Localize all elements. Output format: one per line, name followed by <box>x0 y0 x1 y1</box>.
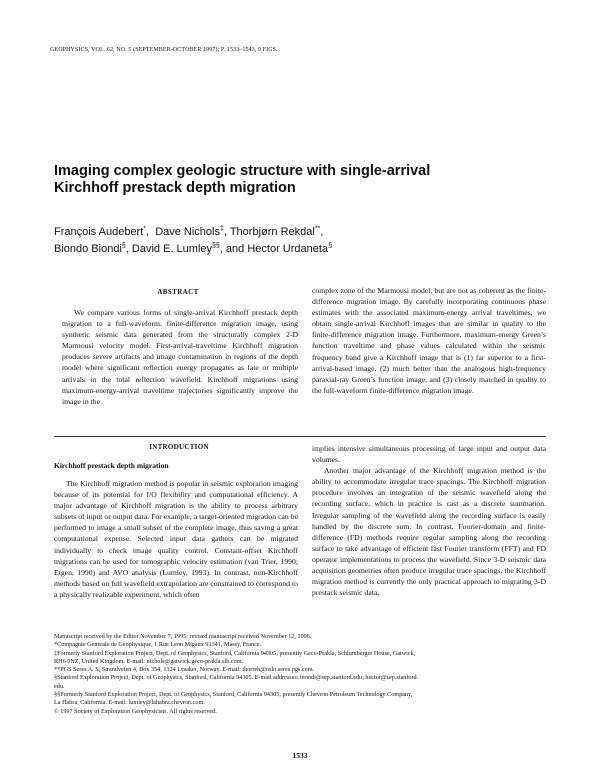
page-number: 1533 <box>292 751 308 760</box>
authors-line-2: Biondo Biondi§, David E. Lumley§§, and Hector Urdaneta§ <box>54 242 332 255</box>
footnote: edu. <box>54 682 65 690</box>
abstract-text-left: We compare various forms of single-arrival Kirchhoff prestack depth migration to a full-waveform, finite-difference migration image, using synthetic seismic data generated from the structurally complex 2-D Marmousi velocity model. First-arrival-traveltime Kirchhoff migration produces severe artifacts and image contamination in regions of the depth model where significant reflection energy propagates as late or multiple arrivals in the total reflection wavefield. Kirchhoff migrations using maximum-energy-arrival traveltime trajectories significantly improve the image in the <box>62 308 298 406</box>
intro-text-left: The Kirchhoff migration method is popular in seismic exploration imaging because of its potential for I/O flexibility and computational efficiency. A major advantage of Kirchhoff migration is the ability to process arbitrary subsets of input or output data. For example, a target-oriented migration can be performed to image a small subset of the complete image, thus saving a great computational expense. Selected input data gathers can be migrated individually to check image quality control. Constant-offset Kirchhoff migrations can be used for tomographic velocity estimation (van Trier, 1990; Etgen, 1990) and AVO analysis (Lumley, 1993). In contrast, non-Kirchhoff methods based on full wavefield extrapolation are constrained to correspond to a physically realizable experiment, which often <box>54 479 298 599</box>
footnote: La Habra, California. E-mail: lumley@lahabra.chevron.com. <box>54 699 205 707</box>
footnote: Manuscript received by the Editor November 7, 1995; revised manuscript received November 12, 1996. <box>54 633 312 640</box>
author-name: Hector Urdaneta <box>247 243 329 255</box>
intro-text-right-2: Another major advantage of the Kirchhoff migration method is the ability to accommodate irregular trace spacings. The Kirchhoff migration procedure involves an integration of the seismic wavefield along the recording surface, which in practice is cast as a discrete summation. Irregular sampling of the wavefield along the recording surface is easily handled by the discrete sum. In contrast, Fourier-domain and finite-difference (FD) methods require regular sampling along the recording surface to take advantage of efficient fast Fourier transform (FFT) and FD operator implementations to process the wavefield. Since 3-D seismic data acquisition geometries often produce irregular trace spacings, the Kirchhoff migration method is currently the only practical approach to migrating 3-D prestack seismic data. <box>312 466 546 598</box>
author-name: Dave Nichols <box>155 226 220 238</box>
footnote: RH6 0NZ, United Kingdom. E-mail: nichols@gatwick.geco-prakla.slb.com. <box>54 657 244 665</box>
section-subheading: Kirchhoff prestack depth migration <box>54 461 169 470</box>
title-line-1: Imaging complex geologic structure with single-arrival <box>54 163 431 179</box>
author-mark: ** <box>314 225 321 233</box>
footnote: §§Formerly Stanford Exploration Project, Dept. of Geophysics, Stanford, California 94305; presently Chevron Petroleum Technology Company, <box>54 691 413 699</box>
footnote: §Stanford Exploration Project, Dept. of Geophysics, Stanford, California 94305. E-mail addresses: biondi@sep.stanford.edu; hector@sep.stanford. <box>54 674 419 682</box>
author-mark: §§ <box>212 242 220 250</box>
abstract-text-right: complex zone of the Marmousi model, but are not as coherent as the finite-difference migration image. By carefully incorporating continuous phase estimates with the associated maximum-energy arrival traveltimes, we obtain single-arrival Kirchhoff images that are similar in quality to the finite-difference migration image. Furthermore, maximum-energy Green’s function traveltime and phase values calculated within the seismic frequency band give a Kirchhoff image that is (1) far superior to a first-arrival-based image, (2) much better than the analogous high-frequency paraxial-ray Green’s function image, and (3) closely matched in quality to the full-waveform finite-difference migration image. <box>312 286 546 395</box>
footnote: ‡Formerly Stanford Exploration Project, Dept. of Geophysics, Stanford, California 94305; presently Geco-Prakla, Schlumberger House, Gatwick, <box>54 649 416 657</box>
footnote: **PGS Seres A. S, Strandveien 4, Box 354, 1324 Lysaker, Norway. E-mail: thorreh@oslo.seres.pgs.com. <box>54 666 315 674</box>
journal-header: GEOPHYSICS, VOL. 62, NO. 5 (SEPTEMBER-OCTOBER 1997); P. 1533–1543, 9 FIGS. <box>50 47 278 53</box>
footnotes <box>54 633 554 716</box>
author-list <box>54 224 554 258</box>
introduction-heading: INTRODUCTION <box>149 443 209 451</box>
intro-right-column <box>312 443 546 598</box>
author-name: Thorbjørn Rekdal <box>229 226 315 238</box>
author-mark: § <box>121 242 126 250</box>
intro-text-right-1: implies intensive simultaneous processing of large input and output data volumes. <box>312 444 546 465</box>
article-title <box>54 163 554 197</box>
author-name: David E. Lumley <box>131 243 213 255</box>
footnote: *Compagnie Generale de Geophysique, 1 Rue Leon Migaux 91341, Massy, France. <box>54 641 262 649</box>
author-mark: ‡ <box>220 225 224 233</box>
author-mark: § <box>328 242 332 250</box>
author-name: François Audebert <box>54 226 144 238</box>
author-name: Biondo Biondi <box>54 243 122 255</box>
authors-line-1: François Audebert*, Dave Nichols‡, Thorbjørn Rekdal**, <box>54 225 324 238</box>
abstract-heading: ABSTRACT <box>157 288 199 296</box>
author-mark: * <box>143 225 147 233</box>
abstract-divider <box>54 436 546 437</box>
author-connector: , and <box>219 243 248 255</box>
title-line-2: Kirchhoff prestack depth migration <box>54 180 296 196</box>
copyright-notice: © 1997 Society of Exploration Geophysicists. All rights reserved. <box>54 707 217 715</box>
